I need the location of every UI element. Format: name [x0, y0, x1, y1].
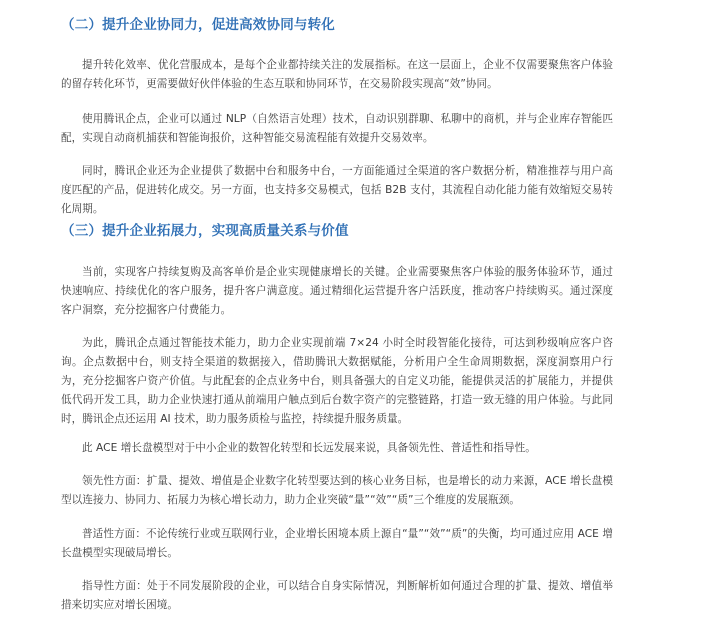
section-heading-collaboration: （二）提升企业协同力，促进高效协同与转化 [61, 17, 335, 33]
paragraph: 使用腾讯企点，企业可以通过 NLP（自然语言处理）技术，自动识别群聊、私聊中的商机，并与企业库存智能匹配，实现自动商机捕获和智能询报价，这种智能交易流程能有效提升交易效率。 [61, 112, 613, 144]
paragraph: 当前，实现客户持续复购及高客单价是企业实现健康增长的关键。企业需要聚焦客户体验的服务体验环节，通过快速响应、持续优化的客户服务，提升客户满意度。通过精细化运营提升客户活跃度，推动客户持续购买。通过深度客户洞察，充分挖掘客户付费能力。 [61, 265, 613, 316]
paragraph: 普适性方面：不论传统行业或互联网行业，企业增长困境本质上源自“量”“效”“质”的失衡，均可通过应用 ACE 增长盘模型实现破局增长。 [61, 527, 613, 559]
paragraph: 指导性方面：处于不同发展阶段的企业，可以结合自身实际情况，判断解析如何通过合理的扩量、提效、增值举措来切实应对增长困境。 [61, 579, 613, 611]
paragraph: 领先性方面：扩量、提效、增值是企业数字化转型要达到的核心业务目标，也是增长的动力来源，ACE 增长盘模型以连接力、协同力、拓展力为核心增长动力，助力企业突破“量”“效”“质”三个维度的发展瓶颈。 [61, 474, 613, 506]
paragraph: 提升转化效率、优化营服成本，是每个企业都持续关注的发展指标。在这一层面上，企业不仅需要聚焦客户体验的留存转化环节，更需要做好伙伴体验的生态互联和协同环节，在交易阶段实现高“效”协同。 [61, 58, 613, 90]
paragraph: 为此，腾讯企点通过智能技术能力，助力企业实现前端 7×24 小时全时段智能化接待，可达到秒级响应客户咨询。企点数据中台，则支持全渠道的数据接入，借助腾讯大数据赋能，分析用户全生命周期数据，深度洞察用户行为，充分挖掘客户资产价值。与此配套的企点业务中台，则具备强大的自定义功能，能提供灵活的扩展能力，并提供低代码开发工具，助力企业快速打通从前端用户触点到后台数字资产的完整链路，打造一致无缝的用户体验。与此同时，腾讯企点还运用 AI 技术，助力服务质检与监控，持续提升服务质量。 [61, 336, 613, 425]
paragraph: 同时，腾讯企业还为企业提供了数据中台和服务中台，一方面能通过全渠道的客户数据分析，精准推荐与用户高度匹配的产品，促进转化成交。另一方面，也支持多交易模式，包括 B2B 支付，其流程自动化能力能有效缩短交易转化周期。 [61, 164, 613, 215]
paragraph: 此 ACE 增长盘模型对于中小企业的数智化转型和长远发展来说，具备领先性、普适性和指导性。 [82, 441, 536, 454]
section-heading-expansion: （三）提升企业拓展力，实现高质量关系与价值 [61, 223, 349, 239]
